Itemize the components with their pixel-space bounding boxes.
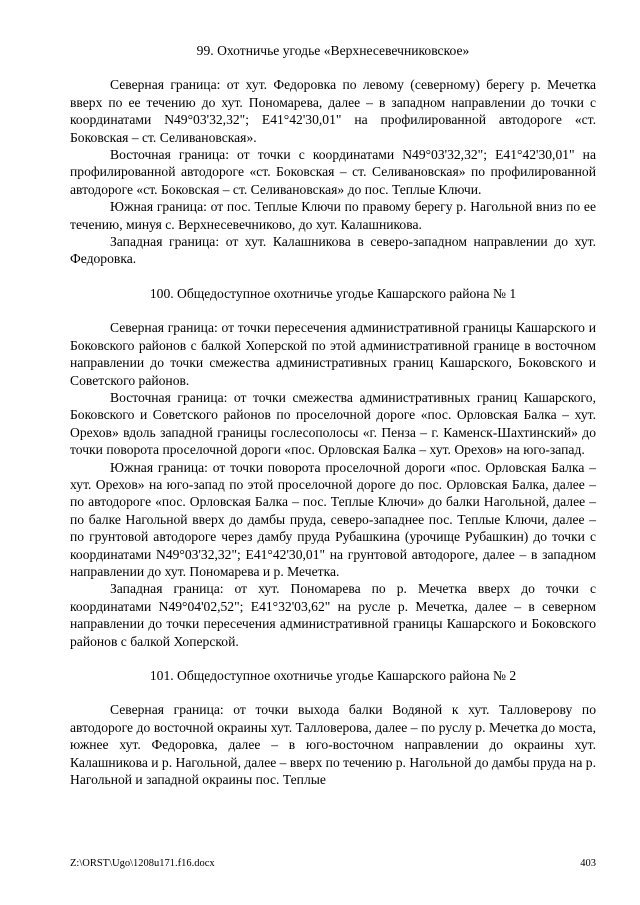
section-heading-101: 101. Общедоступное охотничье угодье Кашарского района № 2: [149, 668, 517, 683]
document-body: [70, 42, 596, 788]
paragraph: Восточная граница: от точки смежества административных границ Кашарского, Боковского и Советского районов по проселочной дороге «пос. Орловская Балка – хут. Орехов» вдоль западной границы гослесополосы «г. Пенза – г. Каменск-Шахтинский» до точки поворота проселочной дороги «пос. Орловская Балка – хут. Орехов» на юго-запад.: [70, 389, 596, 458]
paragraph: Южная граница: от точки поворота проселочной дороги «пос. Орловская Балка – хут. Орехов» на юго-запад по этой проселочной дороге до пос. Орловская Балка, далее – по автодороге «пос. Орловская Балка – пос. Теплые Ключи» до балки Нагольной, далее – по балке Нагольной вверх до дамбы пруда, северо-западнее пос. Теплые Ключи, далее – по грунтовой автодороге через дамбу пруда Рубашкина (урочище Рубашкин) до точки с координатами N49°03'32,32"; E41°42'30,01" на грунтовой автодороге, далее – в западном направлении до хут. Пономарева и р. Мечетка.: [70, 459, 596, 579]
section-heading-100: 100. Общедоступное охотничье угодье Кашарского района № 1: [149, 285, 517, 301]
page-number: 403: [580, 858, 596, 869]
section-heading-99: 99. Охотничье угодье «Верхнесевечниковское»: [196, 43, 470, 58]
paragraph: Северная граница: от хут. Федоровка по левому (северному) берегу р. Мечетка вверх по ее течению до хут. Пономарева, далее – в западном направлении до точки с координатами N49°03'32,32"; E41°42'30,01" на профилированной автодороге «ст. Боковская – ст. Селивановская».: [70, 77, 596, 145]
paragraph: Западная граница: от хут. Калашникова в северо-западном направлении до хут. Федоровка.: [70, 234, 596, 267]
paragraph: Северная граница: от точки выхода балки Водяной к хут. Талловерову по автодороге до восточной окраины хут. Талловерова, далее – по руслу р. Мечетка до моста, южнее хут. Федоровка, далее – в юго-восточном направлении до окраины хут. Калашникова и р. Нагольной, далее – вверх по течению р. Нагольной до дамбы пруда на р. Нагольной и западной окраины пос. Теплые: [70, 702, 596, 788]
paragraph: Южная граница: от пос. Теплые Ключи по правому берегу р. Нагольной вниз по ее течению, минуя с. Верхнесевечниково, до хут. Калашникова.: [70, 199, 596, 232]
paragraph: Восточная граница: от точки с координатами N49°03'32,32"; E41°42'30,01" на профилированной автодороге «ст. Боковская – ст. Селивановская» по профилированной автодороге «ст. Боковская – ст. Селивановская» до пос. Теплые Ключи.: [70, 147, 596, 197]
paragraph: Западная граница: от хут. Пономарева по р. Мечетка вверх до точки с координатами N49°04'02,52"; E41°32'03,62" на русле р. Мечетка, далее – в северном направлении до точки пересечения административной границы Кашарского и Боковского районов с балкой Хоперской.: [70, 581, 596, 649]
page-footer: [70, 858, 596, 870]
file-path: Z:\ORST\Ugo\1208u171.f16.docx: [70, 858, 215, 869]
paragraph: Северная граница: от точки пересечения административной границы Кашарского и Боковского районов с балкой Хоперской по этой административной границе в восточном направлении до точки смежества административных границ Кашарского, Боковского и Советского районов.: [70, 320, 596, 388]
